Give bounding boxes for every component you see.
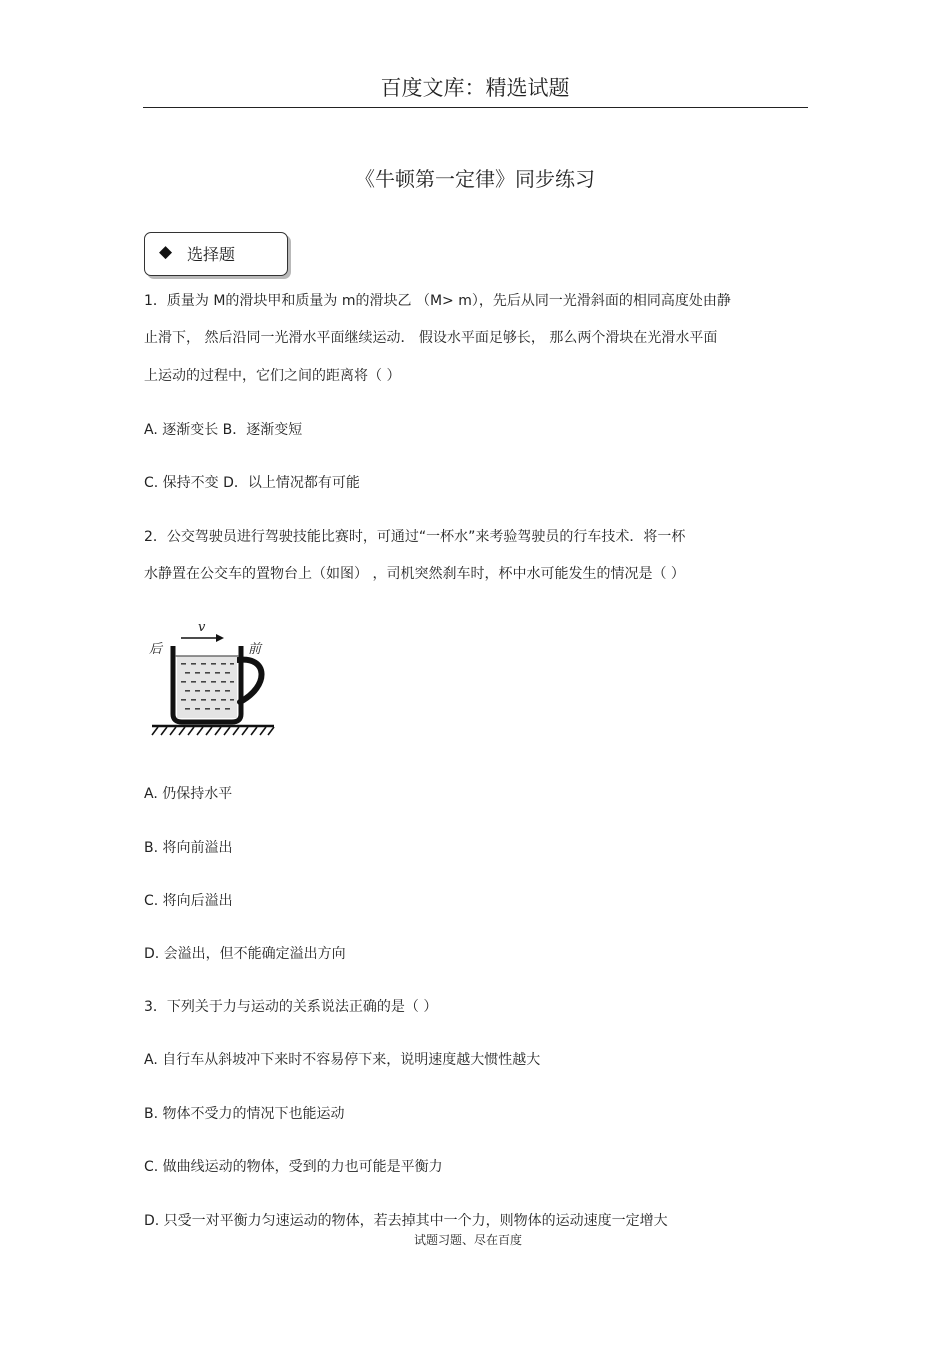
ground-surface-icon: [152, 726, 274, 735]
cup-on-bus-figure: [146, 616, 278, 738]
question-1-line-1: 1．质量为 M的滑块甲和质量为 m的滑块乙 （M> m），先后从同一光滑斜面的相同高度处由静: [144, 293, 731, 309]
question-2-option-c: C. 将向后溢出: [144, 893, 233, 909]
question-3-option-d: D. 只受一对平衡力匀速运动的物体，若去掉其中一个力，则物体的运动速度一定增大: [144, 1213, 668, 1229]
figure-label-back: 后: [149, 642, 163, 657]
page-footer: 试题习题、尽在百度: [413, 1233, 522, 1247]
question-2-option-b: B. 将向前溢出: [144, 840, 233, 856]
question-1-options-ab: A. 逐渐变长 B．逐渐变短: [144, 422, 303, 438]
cup-icon: [173, 646, 262, 722]
document-title: 《牛顿第一定律》同步练习: [355, 167, 595, 191]
section-header: [144, 232, 288, 276]
question-3-option-c: C. 做曲线运动的物体，受到的力也可能是平衡力: [144, 1159, 443, 1175]
question-1-options-cd: C. 保持不变 D．以上情况都有可能: [144, 475, 360, 491]
question-3-option-b: B. 物体不受力的情况下也能运动: [144, 1106, 345, 1122]
question-1-line-3: 上运动的过程中，它们之间的距离将（ ）: [144, 368, 401, 384]
header-divider: [143, 107, 808, 108]
question-2-line-2: 水静置在公交车的置物台上（如图） ，司机突然刹车时，杯中水可能发生的情况是（ ）: [144, 566, 685, 582]
diamond-icon: ◆: [159, 242, 173, 262]
figure-velocity-label: v: [198, 620, 206, 635]
question-2-option-a: A. 仍保持水平: [144, 786, 233, 802]
section-label: 选择题: [187, 245, 236, 264]
figure-label-front: 前: [248, 642, 262, 657]
velocity-arrow-icon: [181, 634, 224, 642]
question-2-line-1: 2．公交驾驶员进行驾驶技能比赛时，可通过“一杯水”来考验驾驶员的行车技术．将一杯: [144, 529, 686, 545]
header-title: 百度文库：精选试题: [380, 76, 570, 100]
question-3-line-1: 3．下列关于力与运动的关系说法正确的是（ ）: [144, 999, 438, 1015]
question-2-option-d: D. 会溢出，但不能确定溢出方向: [144, 946, 346, 962]
question-1-line-2: 止滑下， 然后沿同一光滑水平面继续运动． 假设水平面足够长， 那么两个滑块在光滑水平面: [144, 330, 718, 346]
question-3-option-a: A. 自行车从斜坡冲下来时不容易停下来，说明速度越大惯性越大: [144, 1052, 541, 1068]
